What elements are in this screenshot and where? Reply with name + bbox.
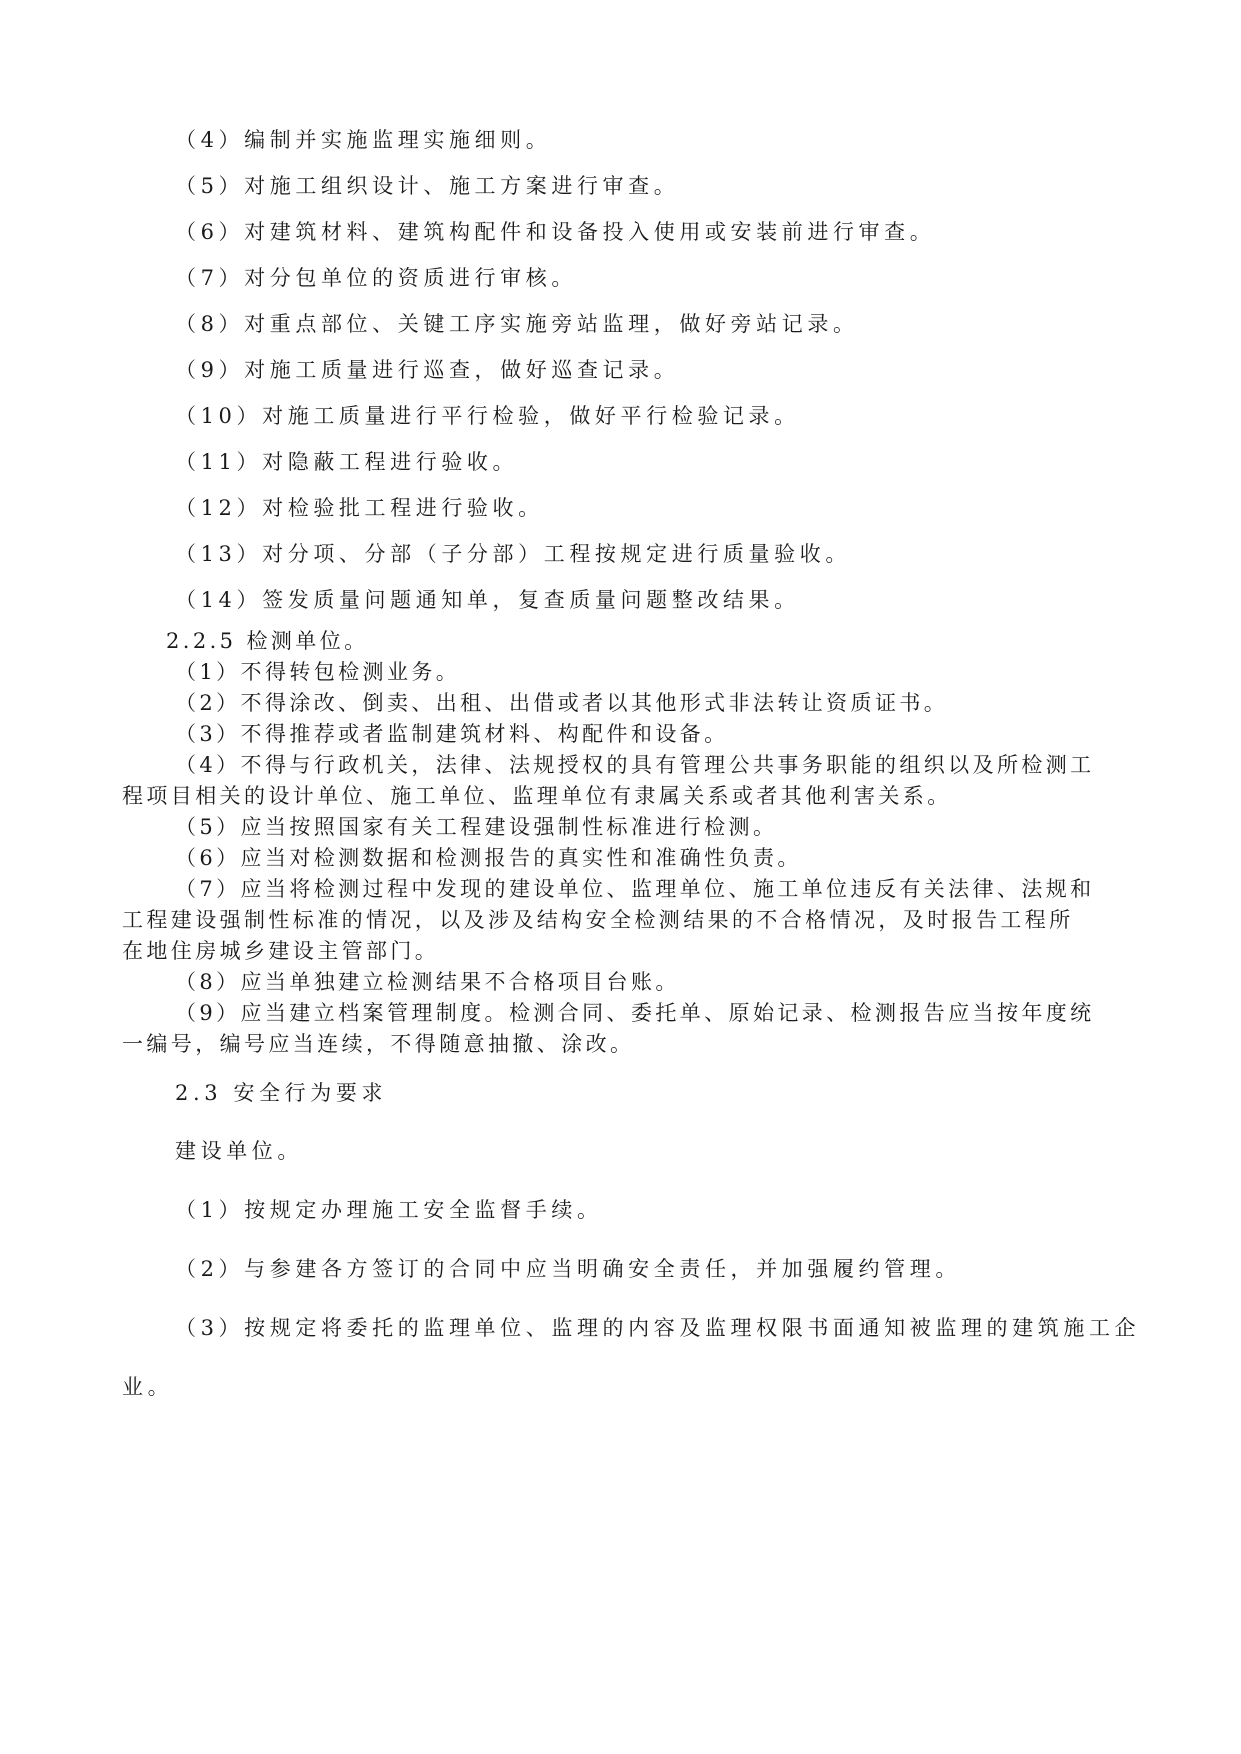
- testing-unit-line-1: （1）不得转包检测业务。: [175, 660, 461, 684]
- supervision-item-5: （5）对施工组织设计、施工方案进行审查。: [175, 174, 680, 198]
- testing-unit-line-2: （2）不得涂改、倒卖、出租、出借或者以其他形式非法转让资质证书。: [175, 691, 949, 715]
- supervision-item-12: （12）对检验批工程进行验收。: [175, 496, 544, 520]
- supervision-item-9: （9）对施工质量进行巡查，做好巡查记录。: [175, 358, 680, 382]
- supervision-item-6: （6）对建筑材料、建筑构配件和设备投入使用或安装前进行审查。: [175, 220, 936, 244]
- section-heading-safety: 2.3 安全行为要求: [175, 1081, 388, 1105]
- testing-unit-line-5: （5）应当按照国家有关工程建设强制性标准进行检测。: [175, 815, 778, 839]
- testing-unit-line-4a: （4）不得与行政机关，法律、法规授权的具有管理公共事务职能的组织以及所检测工: [175, 753, 1095, 777]
- testing-unit-heading: 2.2.5 检测单位。: [166, 629, 369, 653]
- testing-unit-line-7a: （7）应当将检测过程中发现的建设单位、监理单位、施工单位违反有关法律、法规和: [175, 877, 1095, 901]
- testing-unit-line-4b: 程项目相关的设计单位、施工单位、监理单位有隶属关系或者其他利害关系。: [122, 784, 952, 808]
- supervision-item-11: （11）对隐蔽工程进行验收。: [175, 450, 519, 474]
- supervision-item-14: （14）签发质量问题通知单，复查质量问题整改结果。: [175, 588, 800, 612]
- safety-line-3a: （3）按规定将委托的监理单位、监理的内容及监理权限书面通知被监理的建筑施工企: [175, 1316, 1141, 1340]
- supervision-item-7: （7）对分包单位的资质进行审核。: [175, 266, 577, 290]
- safety-line-3b: 业。: [122, 1375, 174, 1399]
- testing-unit-line-9a: （9）应当建立档案管理制度。检测合同、委托单、原始记录、检测报告应当按年度统: [175, 1001, 1095, 1025]
- testing-unit-line-3: （3）不得推荐或者监制建筑材料、构配件和设备。: [175, 722, 729, 746]
- supervision-item-10: （10）对施工质量进行平行检验，做好平行检验记录。: [175, 404, 800, 428]
- supervision-item-8: （8）对重点部位、关键工序实施旁站监理，做好旁站记录。: [175, 312, 859, 336]
- testing-unit-line-8: （8）应当单独建立检测结果不合格项目台账。: [175, 970, 680, 994]
- safety-line-1: （1）按规定办理施工安全监督手续。: [175, 1198, 603, 1222]
- testing-unit-line-7b: 工程建设强制性标准的情况，以及涉及结构安全检测结果的不合格情况，及时报告工程所: [122, 908, 1074, 932]
- safety-subheading: 建设单位。: [175, 1139, 303, 1163]
- testing-unit-line-7c: 在地住房城乡建设主管部门。: [122, 939, 440, 963]
- supervision-item-4: （4）编制并实施监理实施细则。: [175, 128, 552, 152]
- testing-unit-line-6: （6）应当对检测数据和检测报告的真实性和准确性负责。: [175, 846, 802, 870]
- safety-line-2: （2）与参建各方签订的合同中应当明确安全责任，并加强履约管理。: [175, 1257, 961, 1281]
- testing-unit-line-9b: 一编号，编号应当连续，不得随意抽撤、涂改。: [122, 1032, 635, 1056]
- supervision-item-13: （13）对分项、分部（子分部）工程按规定进行质量验收。: [175, 542, 851, 566]
